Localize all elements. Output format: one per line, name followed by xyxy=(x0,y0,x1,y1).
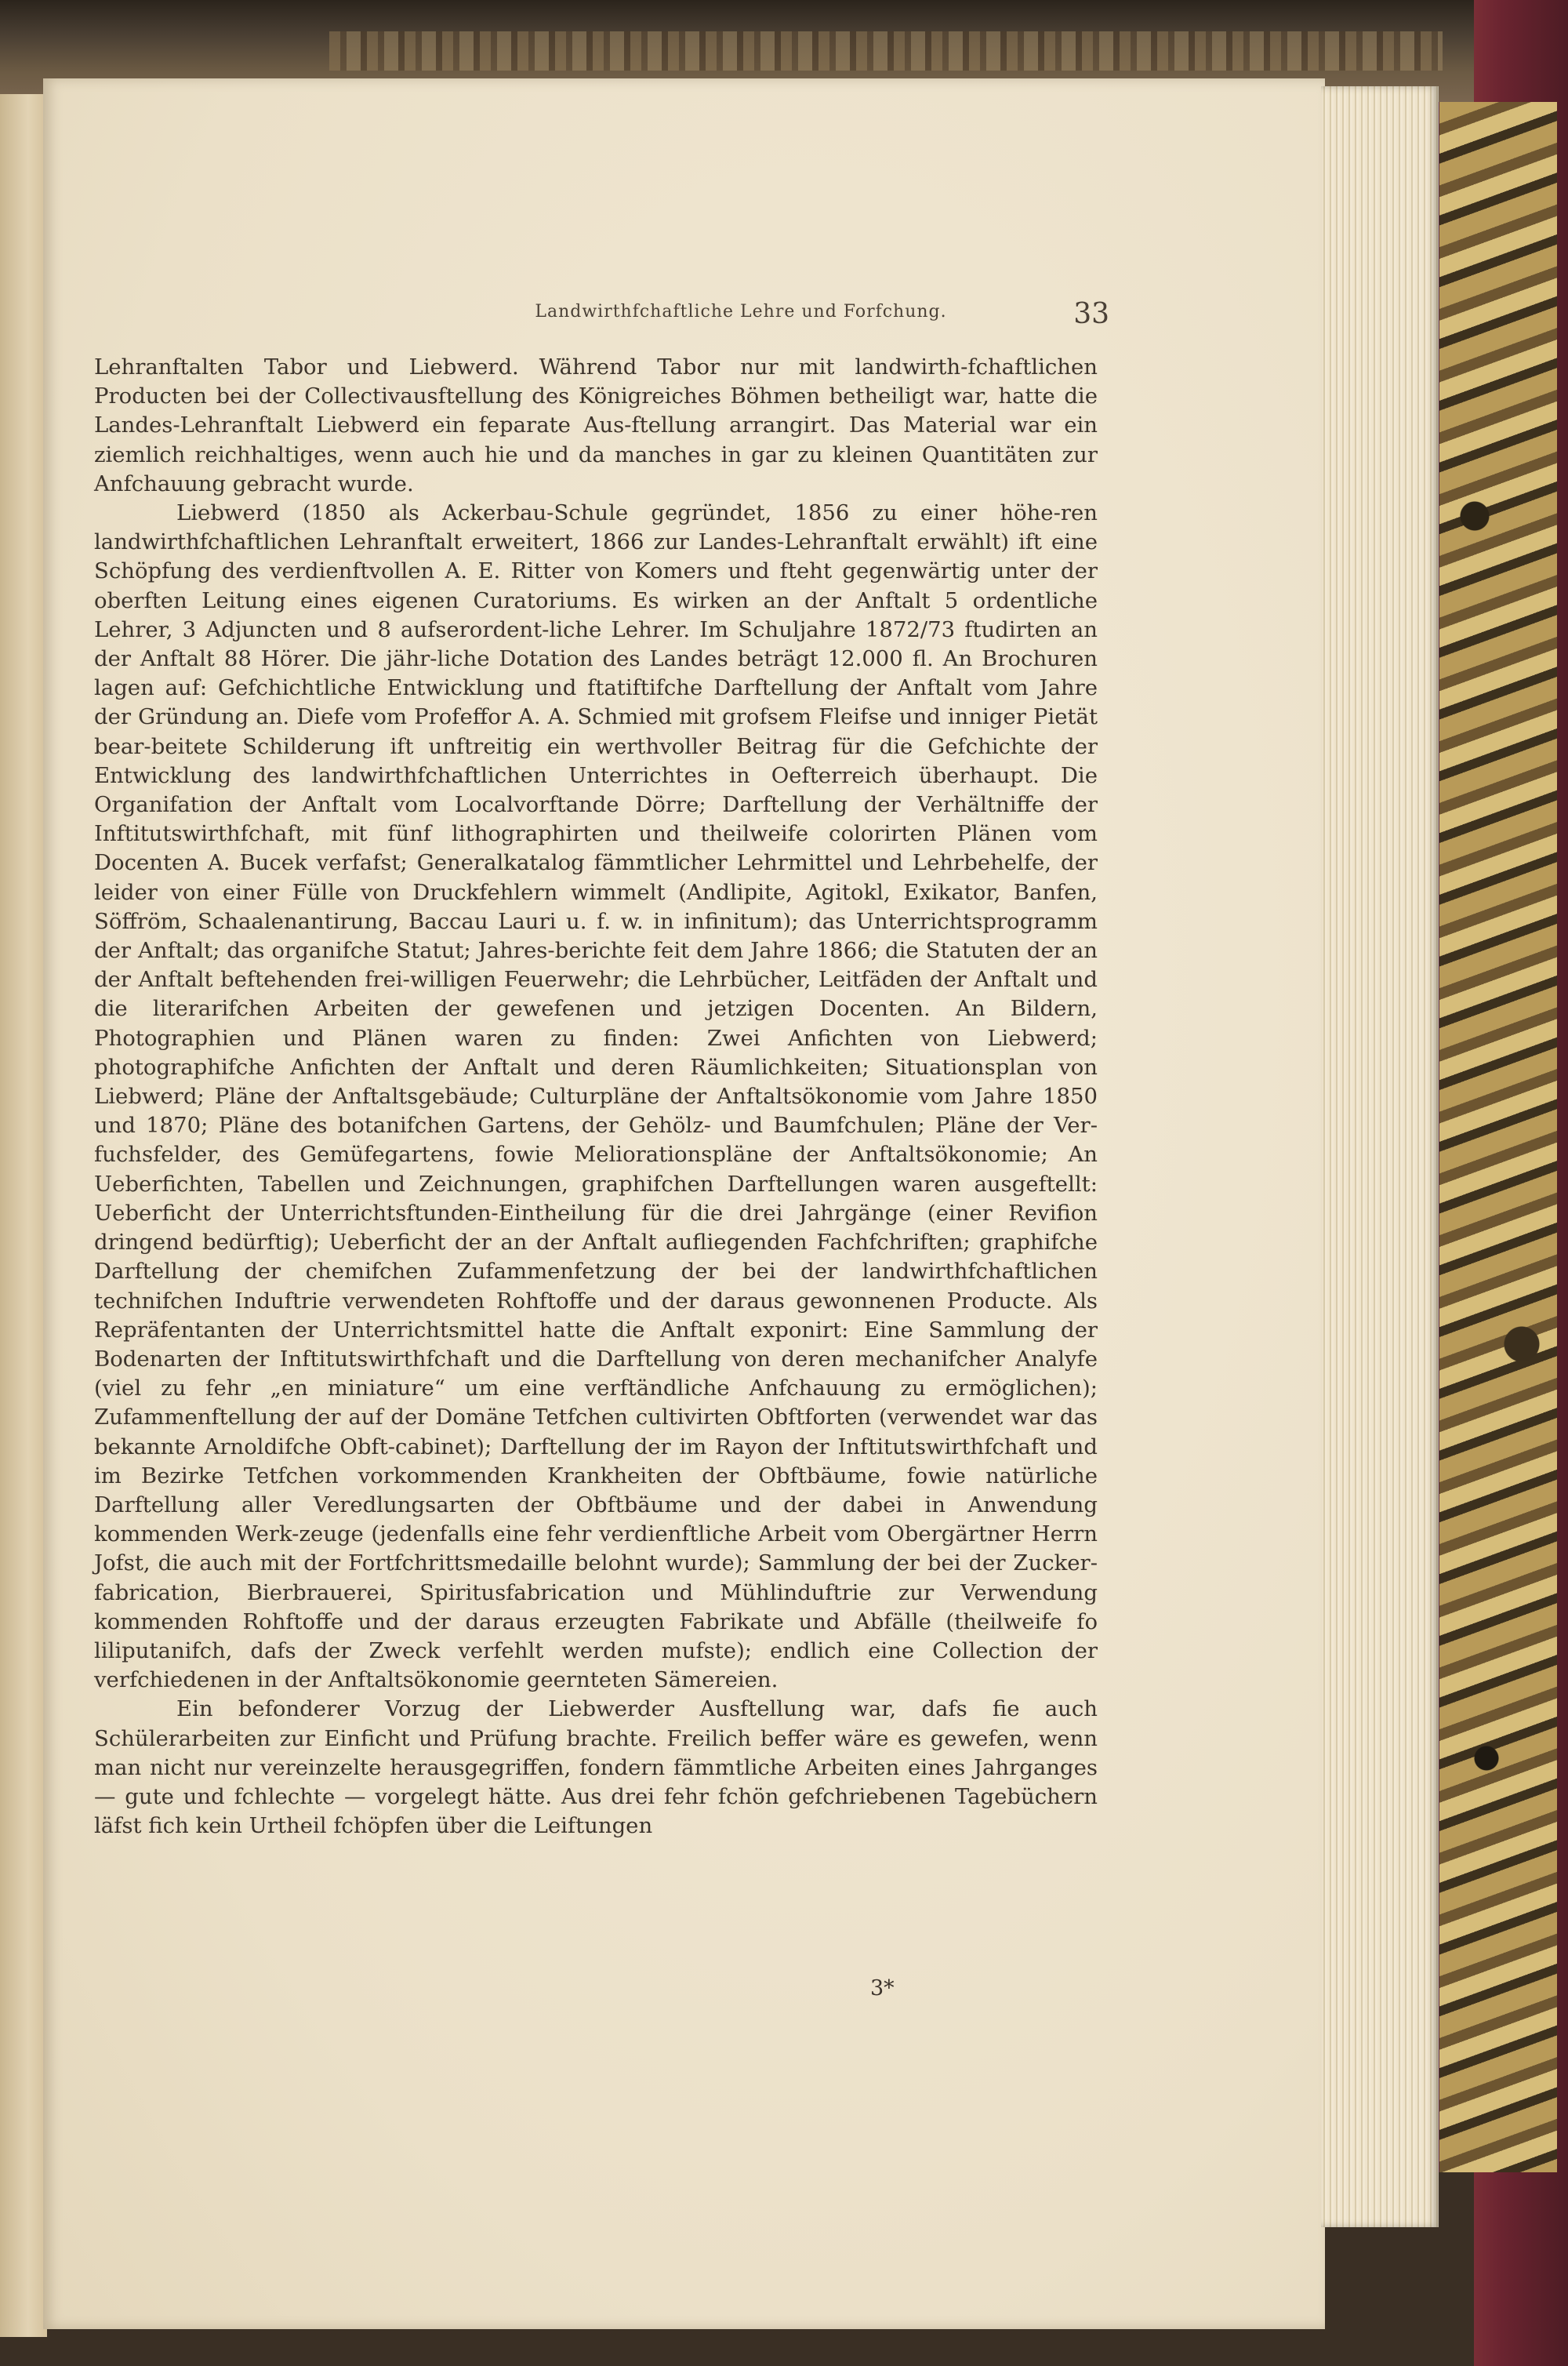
facing-page-edge xyxy=(0,94,47,2337)
page-block-edges xyxy=(1321,86,1439,2227)
running-header: Landwirthfchaftliche Lehre und Forfchung. xyxy=(535,302,947,322)
signature-mark: 3* xyxy=(870,1976,895,2001)
page-number: 33 xyxy=(1073,298,1109,330)
paragraph-1: Lehranftalten Tabor und Liebwerd. Während Tabor nur mit landwirth-fchaftlichen Producten bei der Collectivausftellung des Königreiches Böhmen betheiligt war, hatte die Landes-Lehranftalt Liebwerd ein feparate Aus-ftellung arrangirt. Das Material war ein ziemlich reichhaltiges, wenn auch hie und da manches in gar zu kleinen Quantitäten zur Anfchauung gebracht wurde. xyxy=(94,354,1098,496)
body-text xyxy=(94,353,1098,1841)
marbled-edge xyxy=(1435,102,1557,2172)
paragraph-2: Liebwerd (1850 als Ackerbau-Schule gegründet, 1856 zu einer höhe-ren landwirthfchaftlichen Lehranftalt erweitert, 1866 zur Landes-Lehranftalt erwählt) ift eine Schöpfung des verdienftvollen A. E. Ritter von Komers und fteht gegenwärtig unter der oberften Leitung eines eigenen Curatoriums. Es wirken an der Anftalt 5 ordentliche Lehrer, 3 Adjuncten und 8 aufserordent-liche Lehrer. Im Schuljahre 1872/73 ftudirten an der Anftalt 88 Hörer. Die jähr-liche Dotation des Landes beträgt 12.000 fl. An Brochuren lagen auf: Gefchichtliche Entwicklung und ftatiftifche Darftellung der Anftalt vom Jahre der Gründung an. Diefe vom Profeffor A. A. Schmied mit grofsem Fleifse und inniger Pietät bear-beitete Schilderung ift unftreitig ein werthvoller Beitrag für die Gefchichte der Entwicklung des landwirthfchaftlichen Unterrichtes in Oefterreich überhaupt. Die Organifation der Anftalt vom Localvorftande Dörre; Darftellung der Verhältniffe der Inftitutswirthfchaft, mit fünf lithographirten und theilweife colorirten Plänen vom Docenten A. Bucek verfafst; Generalkatalog fämmtlicher Lehrmittel und Lehrbehelfe, der leider von einer Fülle von Druckfehlern wimmelt (Andlipite, Agitokl, Exikator, Banfen, Söffröm, Schaalenantirung, Baccau Lauri u. f. w. in infinitum); das Unterrichtsprogramm der Anftalt; das organifche Statut; Jahres-berichte feit dem Jahre 1866; die Statuten der an der Anftalt beftehenden frei-willigen Feuerwehr; die Lehrbücher, Leitfäden der Anftalt und die literarifchen Arbeiten der gewefenen und jetzigen Docenten. An Bildern, Photographien und Plänen waren zu finden: Zwei Anfichten von Liebwerd; photographifche Anfichten der Anftalt und deren Räumlichkeiten; Situationsplan von Liebwerd; Pläne der Anftaltsgebäude; Culturpläne der Anftaltsökonomie vom Jahre 1850 und 1870; Pläne des botanifchen Gartens, der Gehölz- und Baumfchulen; Pläne der Ver-fuchsfelder, des Gemüfegartens, fowie Meliorationspläne der Anftaltsökonomie; An Ueberfichten, Tabellen und Zeichnungen, graphifchen Darftellungen waren ausgeftellt: Ueberficht der Unterrichtsftunden-Eintheilung für die drei Jahrgänge (einer Revifion dringend bedürftig); Ueberficht der an der Anftalt aufliegenden Fachfchriften; graphifche Darftellung der chemifchen Zufammenfetzung der bei der landwirthfchaftlichen technifchen Induftrie verwendeten Rohftoffe und der daraus gewonnenen Producte. Als Repräfentanten der Unterrichtsmittel hatte die Anftalt exponirt: Eine Sammlung der Bodenarten der Inftitutswirthfchaft und die Darftellung von deren mechanifcher Analyfe (viel zu fehr „en miniature“ um eine verftändliche Anfchauung zu ermöglichen); Zufammenftellung der auf der Domäne Tetfchen cultivirten Obftforten (verwendet war das bekannte Arnoldifche Obft-cabinet); Darftellung der im Rayon der Inftitutswirthfchaft und im Bezirke Tetfchen vorkommenden Krankheiten der Obftbäume, fowie natürliche Darftellung aller Veredlungsarten der Obftbäume und der dabei in Anwendung kommenden Werk-zeuge (jedenfalls eine fehr verdienftliche Arbeit vom Obergärtner Herrn Jofst, die auch mit der Fortfchrittsmedaille belohnt wurde); Sammlung der bei der Zucker-fabrication, Bierbrauerei, Spiritusfabrication und Mühlinduftrie zur Verwendung kommenden Rohftoffe und der daraus erzeugten Fabrikate und Abfälle (theilweife fo liliputanifch, dafs der Zweck verfehlt werden mufste); endlich eine Collection der verfchiedenen in der Anftaltsökonomie geernteten Sämereien. xyxy=(94,500,1098,1693)
paragraph-3: Ein befonderer Vorzug der Liebwerder Ausftellung war, dafs fie auch Schülerarbeiten zur Einficht und Prüfung brachte. Freilich beffer wäre es gewefen, wenn man nicht nur vereinzelte herausgegriffen, fondern fämmtliche Arbeiten eines Jahrganges — gute und fchlechte — vorgelegt hätte. Aus drei fehr fchön gefchriebenen Tagebüchern läfst fich kein Urtheil fchöpfen über die Leiftungen xyxy=(94,1696,1098,1839)
